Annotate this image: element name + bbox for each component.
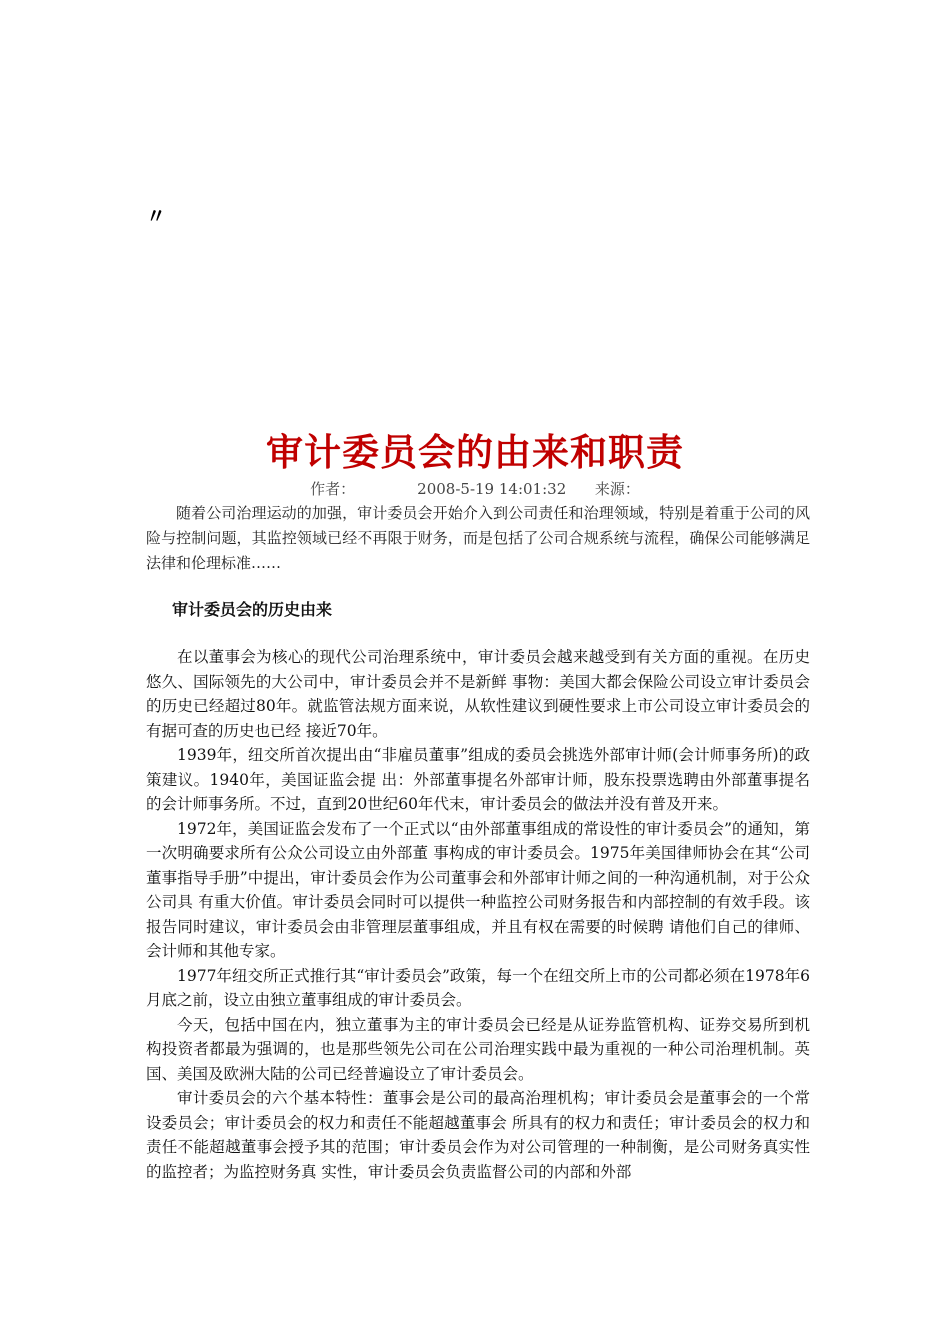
paragraph: 在以董事会为核心的现代公司治理系统中，审计委员会越来越受到有关方面的重视。在历史悠久、国际领先的大公司中，审计委员会并不是新鲜 事物：美国大都会保险公司设立审计委员会的历史已经超过80年。就监管法规方面来说，从软性建议到硬性要求上市公司设立审计委员会的有据可查的历史也已经 接近70年。 bbox=[146, 648, 810, 740]
section-heading: 审计委员会的历史由来 bbox=[172, 600, 333, 619]
article-meta bbox=[0, 478, 950, 500]
paragraph: 今天，包括中国在内，独立董事为主的审计委员会已经是从证券监管机构、证券交易所到机构投资者都最为强调的，也是那些领先公司在公司治理实践中最为重视的一种公司治理机制。英国、美国及欧洲大陆的公司已经普遍设立了审计委员会。 bbox=[146, 1015, 810, 1083]
source-label: 来源： bbox=[594, 480, 640, 498]
decorative-mark: 〃 bbox=[146, 204, 166, 228]
article-body bbox=[146, 645, 810, 1184]
paragraph: 1977年纽交所正式推行其“审计委员会”政策，每一个在纽交所上市的公司都必须在1978年6月底之前，设立由独立董事组成的审计委员会。 bbox=[146, 966, 810, 1009]
article-title: 审计委员会的由来和职责 bbox=[266, 430, 684, 474]
paragraph: 1939年，纽交所首次提出由“非雇员董事”组成的委员会挑选外部审计师(会计师事务所)的政策建议。1940年，美国证监会提 出：外部董事提名外部审计师，股东投票选聘由外部董事提名的会计师事务所。不过，直到20世纪60年代末，审计委员会的做法并没有普及开来。 bbox=[146, 746, 810, 813]
publish-datetime: 2008-5-19 14:01:32 bbox=[417, 480, 567, 498]
paragraph: 审计委员会的六个基本特性：董事会是公司的最高治理机构；审计委员会是董事会的一个常设委员会；审计委员会的权力和责任不能超越董事会 所具有的权力和责任；审计委员会的权力和责任不能超越董事会授予其的范围；审计委员会作为对公司管理的一种制衡，是公司财务真实性的监控者；为监控财务真 实性，审计委员会负责监督公司的内部和外部 bbox=[146, 1089, 810, 1181]
paragraph: 1972年，美国证监会发布了一个正式以“由外部董事组成的常设性的审计委员会”的通知，第一次明确要求所有公众公司设立由外部董 事构成的审计委员会。1975年美国律师协会在其“公司董事指导手册”中提出，审计委员会作为公司董事会和外部审计师之间的一种沟通机制，对于公众公司具 有重大价值。审计委员会同时可以提供一种监控公司财务报告和内部控制的有效手段。该报告同时建议，审计委员会由非管理层董事组成，并且有权在需要的时候聘 请他们自己的律师、会计师和其他专家。 bbox=[146, 819, 810, 960]
author-label: 作者： bbox=[310, 480, 356, 498]
article-abstract: 随着公司治理运动的加强，审计委员会开始介入到公司责任和治理领域，特别是着重于公司的风险与控制问题，其监控领域已经不再限于财务，而是包括了公司合规系统与流程，确保公司能够满足法律和伦理标准…… bbox=[146, 504, 810, 572]
